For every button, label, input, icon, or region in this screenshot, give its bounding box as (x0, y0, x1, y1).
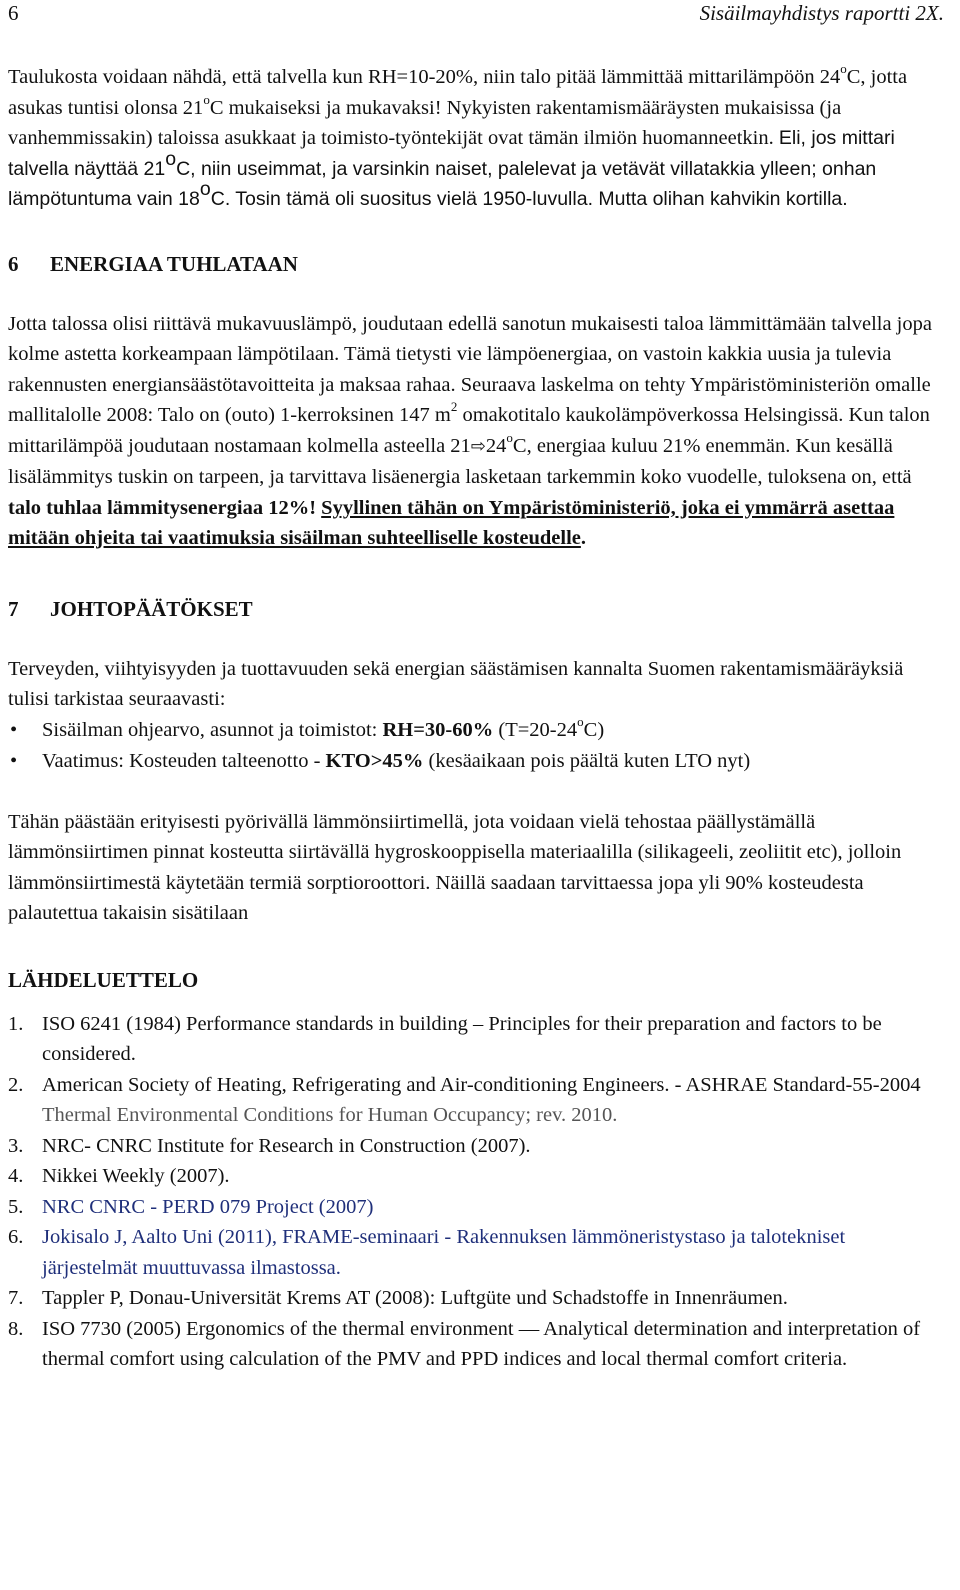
degree-sup: o (506, 429, 513, 445)
s7-closing-text: Tähän päästään erityisesti pyörivällä lämmönsiirtimellä, jota voidaan vielä tehostaa päällystämällä lämmönsiirtimen pinnat kosteutta siirtävällä hygroskooppisella materiaalilla (silikageeli, zeoliitit etc), jolloin lämmönsiirtimestä käytetään termiä sorptioroottori. Näillä saadaan tarvittaessa jopa yli 90% kosteudesta palautettua takaisin sisätilaan (8, 810, 902, 924)
degree-sup: o (165, 147, 177, 170)
intro-text-1: Taulukosta voidaan nähdä, että talvella kun RH=10-20%, niin talo pitää lämmittää mittarilämpöön 24 (8, 66, 841, 88)
degree-sup: o (203, 91, 210, 107)
degree-sup: o (840, 61, 847, 77)
s6-text-1: Jotta talossa olisi riittävä mukavuuslämpö, joudutaan edellä sanotun mukaisesti taloa lämmittämään talvella jopa kolme astetta korkeampaan lämpötilaan. Tämä tietysti vie lämpöenergiaa, on vastoin kakkia uusia ja tulevia rakennusten energiansäästötavoitteita ja maksaa rahaa. Seuraava laskelma on tehty Ympäristöministeriön omalle mallitalolle 2008: Talo on (outo) 1-kerroksinen 147 m (8, 312, 932, 426)
s6-text-4: C, energiaa kuluu 21% enemmän. Kun kesällä lisälämmitys tuskin on tarpeen, ja tarvittava lisäenergia lasketaan tarkemmin koko vuodelle, tuloksena on, että (8, 434, 912, 488)
section-7-intro (8, 654, 943, 715)
m2-sup: 2 (450, 399, 458, 415)
intro-sans-1: Eli, jos mittari talvella näyttää 21 (8, 127, 895, 180)
ref-number: 3. (8, 1134, 24, 1157)
intro-sans-3: C. Tosin tämä oli suositus vielä 1950-luvulla. Mutta olihan kahvikin kortilla. (210, 188, 848, 210)
references-list (8, 1009, 943, 1375)
list-item (8, 746, 943, 777)
bullet-text: (kesäaikaan pois päältä kuten LTO nyt) (423, 749, 751, 772)
ref-number: 7. (8, 1287, 24, 1309)
s7-intro-text: Terveyden, viihtyisyyden ja tuottavuuden sekä energian säästämisen kannalta Suomen rakentamismääräyksiä tulisi tarkistaa seuraavasti: (8, 657, 904, 710)
degree-sup: o (199, 178, 211, 201)
section-7-closing (8, 807, 943, 929)
s6-bold: talo tuhlaa lämmitysenergiaa 12%! (8, 496, 317, 519)
page-header (8, 0, 944, 30)
ref-text: Nikkei Weekly (2007). (42, 1165, 230, 1187)
page-content (8, 62, 943, 1375)
section-7-heading (8, 594, 943, 624)
list-item (8, 1192, 943, 1223)
bullet-text: C) (583, 718, 605, 741)
right-arrow-icon: ⇨ (470, 435, 486, 457)
section-number: 7 (8, 596, 19, 621)
s6-text-2: omakotitalo kaukolämpöverkossa Helsingissä. Kun talon mittarilämpöä joudutaan nostamaan kolmella asteella 21 (8, 404, 930, 457)
ref-number: 4. (8, 1165, 24, 1187)
bullet-text: (T=20-24 (493, 718, 578, 741)
document-title: Sisäilmayhdistys raportti 2X. (699, 1, 944, 25)
intro-text-2: C, jotta asukas tuntisi olonsa 21 (8, 66, 908, 119)
bullet-icon: • (10, 749, 18, 772)
bullet-bold: KTO>45% (325, 749, 424, 772)
ref-link[interactable]: NRC CNRC - PERD 079 Project (2007) (42, 1195, 374, 1218)
degree-sup: o (577, 713, 584, 729)
list-item (8, 1314, 943, 1375)
ref-number: 1. (8, 1012, 24, 1035)
section-title: ENERGIAA TUHLATAAN (50, 251, 298, 276)
ref-text: Tappler P, Donau-Universität Krems AT (2008): Luftgüte und Schadstoffe in Innenräumen. (42, 1287, 788, 1309)
bullet-bold: RH=30-60% (382, 718, 494, 741)
list-item (8, 1131, 943, 1162)
ref-number: 5. (8, 1195, 24, 1218)
s6-end: . (580, 527, 586, 549)
bullet-icon: • (10, 718, 18, 741)
list-item (8, 1070, 943, 1131)
requirements-list (8, 715, 943, 777)
intro-text-3: C mukaiseksi ja mukavaksi! Nykyisten rakentamismääräysten mukaisissa (ja vanhemmissakin) taloissa asukkaat ja toimisto-työntekijät ovat tämän ilmiön huomanneetkin. (8, 96, 842, 149)
section-number: 6 (8, 251, 19, 276)
bullet-text: Vaatimus: Kosteuden talteenotto - (42, 749, 326, 772)
ref-number: 2. (8, 1073, 24, 1096)
ref-text: American Society of Heating, Refrigerating and Air-conditioning Engineers. - ASHRAE Standard-55-2004 (42, 1073, 921, 1096)
bullet-text: Sisäilman ohjearvo, asunnot ja toimistot: (42, 718, 383, 741)
section-6-paragraph (8, 309, 943, 554)
ref-title: Thermal Environmental Conditions for Human Occupancy; rev. 2010. (42, 1104, 618, 1126)
ref-text: ISO 7730 (2005) Ergonomics of the thermal environment — Analytical determination and interpretation of thermal comfort using calculation of the PMV and PPD indices and local thermal comfort criteria. (42, 1317, 921, 1370)
list-item (8, 1283, 943, 1314)
intro-paragraph (8, 62, 943, 215)
list-item (8, 715, 943, 746)
references-title: LÄHDELUETTELO (8, 967, 199, 992)
ref-text: ISO 6241 (1984) Performance standards in building – Principles for their preparation and factors to be considered. (42, 1012, 882, 1065)
section-6-heading (8, 249, 943, 279)
list-item (8, 1222, 943, 1283)
list-item (8, 1009, 943, 1070)
intro-sans-2: C, niin useimmat, ja varsinkin naiset, palelevat ja vetävät villatakkia ylleen; onhan lämpötuntuma vain 18 (8, 157, 877, 210)
ref-number: 6. (8, 1226, 24, 1248)
ref-text: NRC- CNRC Institute for Research in Construction (2007). (42, 1134, 531, 1157)
ref-number: 8. (8, 1317, 24, 1340)
s6-underlined: Syyllinen tähän on Ympäristöministeriö, joka ei ymmärrä asettaa mitään ohjeita tai vaatimuksia sisäilman suhteelliselle kosteudelle (8, 496, 895, 549)
list-item (8, 1161, 943, 1192)
section-title: JOHTOPÄÄTÖKSET (50, 596, 253, 621)
s6-text-3: 24 (485, 434, 507, 457)
references-heading (8, 965, 943, 995)
page-number: 6 (8, 1, 19, 25)
ref-link[interactable]: Jokisalo J, Aalto Uni (2011), FRAME-seminaari - Rakennuksen lämmöneristystaso ja talotekniset järjestelmät muuttuvassa ilmastossa. (42, 1226, 846, 1279)
